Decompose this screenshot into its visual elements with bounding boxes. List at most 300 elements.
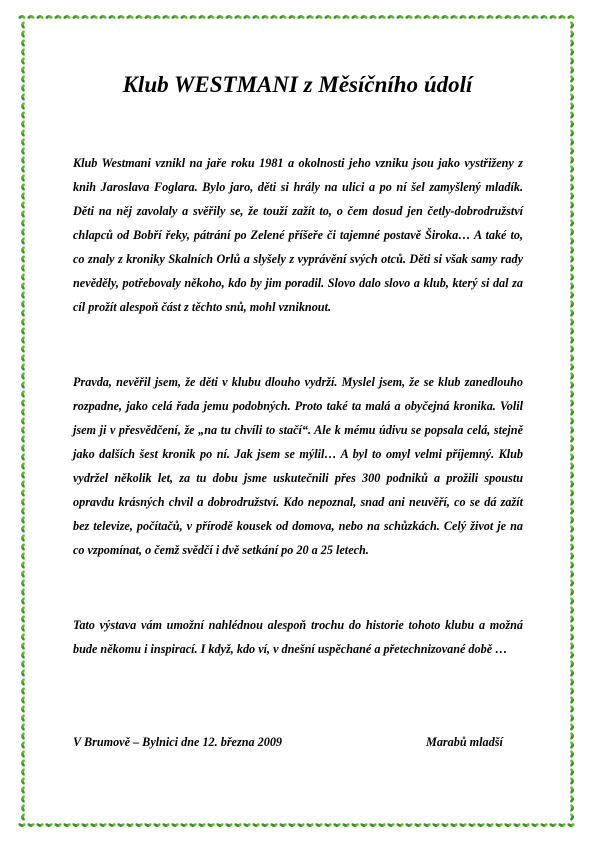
border-leaf [513,822,521,827]
border-leaf [117,822,125,827]
border-leaf [569,390,574,398]
border-leaf [243,822,251,827]
border-leaf [20,813,25,821]
border-leaf [20,705,25,713]
border-leaf [20,786,25,794]
border-leaf [569,516,574,524]
border-leaf [27,822,35,827]
border-leaf [569,426,574,434]
border-leaf [569,534,574,542]
border-leaf [198,822,206,827]
border-leaf [569,129,574,137]
border-leaf [540,822,548,827]
border-leaf [20,534,25,542]
border-leaf [405,14,413,19]
border-leaf [20,228,25,236]
border-leaf [20,615,25,623]
border-leaf [20,156,25,164]
border-leaf [396,14,404,19]
border-leaf [569,660,574,668]
border-leaf [81,822,89,827]
border-leaf [20,678,25,686]
border-leaf [522,14,530,19]
border-leaf [569,678,574,686]
border-leaf [20,363,25,371]
border-leaf [288,822,296,827]
border-leaf [297,14,305,19]
border-leaf [450,822,458,827]
border-leaf [569,696,574,704]
border-leaf [180,822,188,827]
border-leaf [441,822,449,827]
border-leaf [20,588,25,596]
border-leaf [20,417,25,425]
border-leaf [414,14,422,19]
border-leaf [423,822,431,827]
border-leaf [569,489,574,497]
border-leaf [569,768,574,776]
border-leaf [20,642,25,650]
border-leaf [486,14,494,19]
border-leaf [432,14,440,19]
border-leaf [180,14,188,19]
border-leaf [569,525,574,533]
border-leaf [569,444,574,452]
border-leaf [54,822,62,827]
border-leaf [270,14,278,19]
border-leaf [20,210,25,218]
border-leaf [569,300,574,308]
border-leaf [569,786,574,794]
border-leaf [531,14,539,19]
border-leaf [569,354,574,362]
border-leaf [20,201,25,209]
border-leaf [569,462,574,470]
border-leaf [569,363,574,371]
border-leaf [360,822,368,827]
border-leaf [569,795,574,803]
border-leaf [20,660,25,668]
border-leaf [567,822,575,827]
border-leaf [20,21,25,29]
border-leaf [279,14,287,19]
border-leaf [20,669,25,677]
border-leaf [54,14,62,19]
border-leaf [477,822,485,827]
border-leaf [569,435,574,443]
border-leaf [207,822,215,827]
border-leaf [569,408,574,416]
border-leaf [20,102,25,110]
border-leaf [569,597,574,605]
border-leaf [20,39,25,47]
border-leaf [486,822,494,827]
border-leaf [20,318,25,326]
border-leaf [20,300,25,308]
border-leaf [306,822,314,827]
border-leaf [20,525,25,533]
border-leaf [569,651,574,659]
border-leaf [569,138,574,146]
border-leaf [20,480,25,488]
border-leaf [477,14,485,19]
place-and-date: V Brumově – Bylnici dne 12. března 2009 [73,735,283,749]
border-leaf [569,381,574,389]
border-leaf [126,822,134,827]
border-leaf [261,14,269,19]
border-leaf [468,822,476,827]
border-leaf [20,264,25,272]
border-leaf [117,14,125,19]
border-leaf [20,696,25,704]
border-leaf [20,606,25,614]
border-leaf [20,327,25,335]
border-leaf [20,111,25,119]
border-leaf [153,822,161,827]
border-leaf [72,822,80,827]
border-leaf [569,579,574,587]
border-leaf [569,480,574,488]
border-leaf [569,498,574,506]
border-leaf [20,777,25,785]
border-leaf [20,399,25,407]
border-leaf [20,579,25,587]
border-leaf [569,219,574,227]
border-leaf [569,750,574,758]
border-leaf [569,192,574,200]
border-leaf [569,183,574,191]
border-leaf [126,14,134,19]
border-leaf [569,669,574,677]
border-leaf [396,822,404,827]
border-leaf [569,714,574,722]
border-leaf [333,822,341,827]
border-leaf [569,255,574,263]
border-leaf [20,426,25,434]
border-leaf [153,14,161,19]
border-leaf [20,381,25,389]
border-leaf [20,57,25,65]
border-leaf [567,14,575,19]
border-leaf [225,822,233,827]
border-leaf [569,741,574,749]
border-leaf [20,345,25,353]
border-leaf [558,822,566,827]
border-leaf [441,14,449,19]
border-leaf [569,165,574,173]
border-leaf [569,282,574,290]
border-leaf [270,822,278,827]
border-leaf [387,822,395,827]
border-leaf [20,759,25,767]
border-leaf [569,723,574,731]
border-leaf [243,14,251,19]
border-leaf [20,444,25,452]
border-leaf [459,14,467,19]
border-leaf [569,633,574,641]
border-leaf [569,264,574,272]
border-leaf [324,822,332,827]
border-leaf [569,759,574,767]
border-leaf [450,14,458,19]
border-leaf [405,822,413,827]
border-leaf [20,48,25,56]
border-leaf [20,354,25,362]
border-leaf [20,462,25,470]
border-leaf [423,14,431,19]
border-leaf [225,14,233,19]
border-leaf [18,822,26,827]
border-leaf [569,57,574,65]
border-leaf [20,165,25,173]
border-leaf [20,282,25,290]
border-leaf [569,705,574,713]
border-leaf [459,822,467,827]
border-leaf [288,14,296,19]
border-leaf [569,273,574,281]
border-leaf [20,192,25,200]
border-leaf [63,822,71,827]
border-leaf [569,201,574,209]
border-leaf [99,822,107,827]
border-leaf [20,30,25,38]
border-leaf [569,552,574,560]
border-leaf [569,453,574,461]
border-leaf [549,14,557,19]
border-leaf [20,120,25,128]
border-leaf [569,543,574,551]
border-leaf [569,687,574,695]
border-leaf [20,372,25,380]
border-leaf [569,561,574,569]
border-leaf [569,642,574,650]
border-leaf [513,14,521,19]
border-leaf [20,597,25,605]
border-leaf [495,822,503,827]
border-leaf [569,777,574,785]
border-leaf [333,14,341,19]
border-leaf [569,237,574,245]
border-leaf [20,552,25,560]
border-leaf [351,14,359,19]
border-leaf [135,14,143,19]
border-leaf [162,14,170,19]
border-leaf [45,14,53,19]
border-leaf [90,822,98,827]
border-leaf [162,822,170,827]
border-leaf [207,14,215,19]
border-leaf [342,822,350,827]
border-leaf [135,822,143,827]
border-leaf [189,14,197,19]
border-leaf [20,273,25,281]
border-leaf [569,111,574,119]
border-leaf [20,435,25,443]
border-leaf [569,570,574,578]
border-leaf [20,507,25,515]
border-leaf [569,147,574,155]
page-title: Klub WESTMANI z Měsíčního údolí [122,72,473,97]
paragraph-history: Pravda, nevěřil jsem, že děti v klubu dlouho vydrží. Myslel jsem, že se klub zanedlouho rozpadne, jako celá řada jemu podobných. Proto také ta malá a obyčejná kronika. Volil jsem ji v přesvědčení, že „na tu chvíli to stačí“. Ale k mému údivu se popsala celá, stejně jako dalších šest kronik po ní. Jak jsem se mýlil… A byl to omyl velmi příjemný. Klub vydržel několik let, za tu dobu jsme uskutečnili přes 300 podniků a prožili spoustu opravdu krásných chvil a dobrodružství. Kdo nepoznal, snad ani neuvěří, co se dá zažít bez televize, počítačů, v přírodě kousek od domova, nebo na schůzkách. Celý život je na co vzpomínat, o čemž svědčí i dvě setkání po 20 a 25 letech. [73,375,523,557]
border-leaf [20,219,25,227]
border-leaf [216,822,224,827]
border-leaf [569,228,574,236]
border-leaf [569,624,574,632]
border-leaf [540,14,548,19]
border-leaf [569,120,574,128]
border-leaf [558,14,566,19]
border-leaf [189,822,197,827]
border-leaf [20,174,25,182]
border-leaf [20,489,25,497]
border-leaf [20,633,25,641]
border-leaf [144,822,152,827]
border-leaf [569,417,574,425]
border-leaf [569,102,574,110]
border-leaf [216,14,224,19]
border-leaf [108,14,116,19]
border-leaf [569,210,574,218]
border-leaf [20,336,25,344]
border-leaf [569,327,574,335]
border-leaf [414,822,422,827]
border-leaf [63,14,71,19]
border-leaf [171,14,179,19]
border-leaf [20,723,25,731]
border-leaf [81,14,89,19]
border-leaf [20,129,25,137]
border-leaf [569,471,574,479]
border-leaf [198,14,206,19]
border-leaf [20,750,25,758]
border-leaf [20,570,25,578]
border-leaf [20,498,25,506]
border-leaf [569,804,574,812]
border-leaf [569,399,574,407]
paragraph-founding: Klub Westmani vznikl na jaře roku 1981 a okolnosti jeho vzniku jsou jako vystřiženy z knih Jaroslava Foglara. Bylo jaro, děti si hrály na ulici a po ní šel zamyšlený mladík. Děti na něj zavolaly a svěřily se, že touží zažít to, o čem dosud jen četly-dobrodružství chlapců od Bobří řeky, pátrání po Zelené příšeře či tajemné postavě Široka… A také to, co znaly z kroniky Skalních Orlů a slyšely z vyprávění svých otců. Děti si však samy rady nevěděly, potřebovaly někoho, kdo by jim poradil. Slovo dalo slovo a klub, který si dal za cíl prožít alespoň část z těchto snů, mohl vzniknout. [73,156,523,314]
border-leaf [297,822,305,827]
border-leaf [315,14,323,19]
border-leaf [369,822,377,827]
border-leaf [234,822,242,827]
border-leaf [20,795,25,803]
border-leaf [20,291,25,299]
border-leaf [261,822,269,827]
border-leaf [20,408,25,416]
border-leaf [569,30,574,38]
border-leaf [45,822,53,827]
border-leaf [360,14,368,19]
border-leaf [144,14,152,19]
border-leaf [20,687,25,695]
border-leaf [20,768,25,776]
border-leaf [522,822,530,827]
border-leaf [569,372,574,380]
border-leaf [20,183,25,191]
border-leaf [20,471,25,479]
border-leaf [72,14,80,19]
border-leaf [569,246,574,254]
border-leaf [306,14,314,19]
border-leaf [504,14,512,19]
border-leaf [18,14,26,19]
border-leaf [20,741,25,749]
border-leaf [495,14,503,19]
border-leaf [324,14,332,19]
border-leaf [569,156,574,164]
border-leaf [20,309,25,317]
border-leaf [549,822,557,827]
border-leaf [20,255,25,263]
border-leaf [504,822,512,827]
border-leaf [569,588,574,596]
border-leaf [20,138,25,146]
border-leaf [108,822,116,827]
border-leaf [20,624,25,632]
border-leaf [27,14,35,19]
border-leaf [378,822,386,827]
border-leaf [569,345,574,353]
border-leaf [569,507,574,515]
border-leaf [99,14,107,19]
border-leaf [378,14,386,19]
border-leaf [36,822,44,827]
border-leaf [90,14,98,19]
border-leaf [432,822,440,827]
border-leaf [569,39,574,47]
border-leaf [20,804,25,812]
border-leaf [569,309,574,317]
border-leaf [315,822,323,827]
author-signature: Marabů mladší [426,735,503,749]
border-leaf [20,561,25,569]
border-leaf [20,543,25,551]
border-leaf [171,822,179,827]
border-leaf [387,14,395,19]
border-leaf [531,822,539,827]
border-leaf [20,237,25,245]
border-leaf [252,14,260,19]
border-leaf [20,516,25,524]
border-leaf [36,14,44,19]
border-leaf [20,651,25,659]
border-leaf [20,246,25,254]
border-leaf [569,615,574,623]
border-leaf [569,174,574,182]
border-leaf [252,822,260,827]
border-leaf [468,14,476,19]
border-leaf [279,822,287,827]
border-leaf [342,14,350,19]
border-leaf [20,714,25,722]
border-leaf [569,606,574,614]
border-leaf [569,48,574,56]
border-leaf [569,21,574,29]
border-leaf [234,14,242,19]
border-leaf [351,822,359,827]
paragraph-exhibition: Tato výstava vám umožní nahlédnou alespoň trochu do historie tohoto klubu a možná bude někomu i inspirací. I když, kdo ví, v dnešní uspěchané a přetechnizované době … [73,618,523,656]
border-leaf [20,732,25,740]
border-leaf [20,390,25,398]
border-leaf [569,291,574,299]
border-leaf [569,732,574,740]
border-leaf [569,813,574,821]
border-leaf [20,453,25,461]
border-leaf [569,318,574,326]
border-leaf [369,14,377,19]
border-leaf [569,336,574,344]
border-leaf [20,147,25,155]
